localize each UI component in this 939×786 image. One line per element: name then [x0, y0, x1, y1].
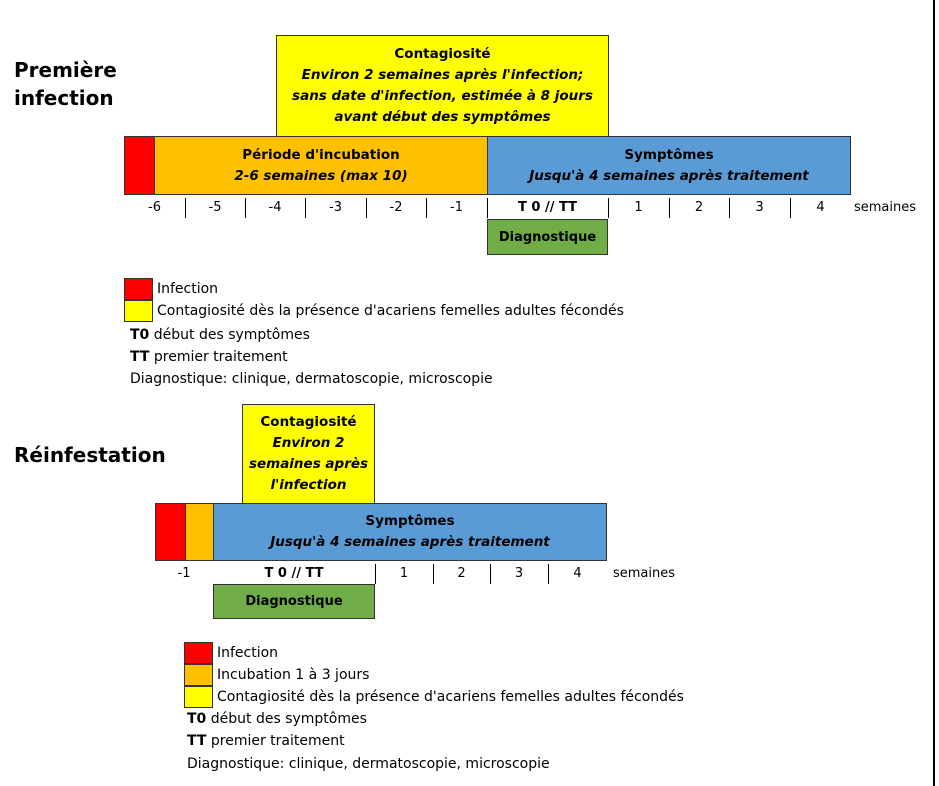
first-tick-t0: T 0 // TT	[517, 200, 578, 215]
first-incubation-title: Période d'incubation	[242, 146, 400, 163]
first-infection-title: Première infection	[14, 58, 117, 110]
second-tick: -1	[177, 566, 191, 581]
first-symptoms-title: Symptômes	[624, 146, 714, 163]
legend-swatch-orange	[184, 664, 213, 686]
second-symptoms-title: Symptômes	[365, 513, 455, 529]
second-symptoms-text: Jusqu'à 4 semaines après traitement	[270, 534, 550, 550]
legend-swatch-red	[124, 278, 153, 300]
first-tick: -1	[450, 200, 463, 215]
first-tick: -5	[208, 200, 222, 215]
second-tick: 4	[573, 566, 582, 581]
first-contagion-title: Contagiosité	[394, 46, 491, 62]
legend-note-t0: T0 début des symptômes	[187, 711, 367, 727]
first-legend	[124, 278, 644, 398]
second-tick-t0: T 0 // TT	[264, 566, 324, 581]
first-tick: 2	[694, 200, 704, 215]
first-tick: -2	[389, 200, 403, 215]
legend-text: Contagiosité dès la présence d'acariens femelles adultes fécondés	[217, 689, 684, 705]
second-unit-label: semaines	[613, 566, 676, 581]
second-tick: 2	[457, 566, 466, 581]
first-tick: -3	[329, 200, 342, 215]
first-contagion-text: Environ 2 semaines après l'infection; sans date d'infection, estimée à 8 jours avant début des symptômes	[292, 67, 593, 125]
second-incubation-bar	[185, 503, 214, 561]
legend-text: Contagiosité dès la présence d'acariens femelles adultes fécondés	[157, 303, 624, 319]
legend-note-tt: TT premier traitement	[187, 733, 345, 749]
first-symptoms-bar	[487, 136, 851, 195]
second-legend	[184, 642, 704, 782]
legend-text: Infection	[217, 645, 279, 661]
right-border-line	[933, 0, 935, 786]
first-contagion-box	[276, 35, 609, 137]
second-contagion-box	[242, 404, 375, 504]
first-tick: 4	[816, 200, 825, 215]
legend-note-t0: T0 début des symptômes	[130, 327, 310, 343]
second-contagion-text: Environ 2 semaines après l'infection	[248, 435, 369, 493]
first-tick: 1	[634, 200, 643, 215]
first-infection-bar	[124, 136, 155, 195]
legend-swatch-red	[184, 642, 213, 664]
legend-text: Infection	[157, 281, 219, 297]
first-tick: -4	[268, 200, 282, 215]
first-incubation-text: 2-6 semaines (max 10)	[234, 167, 408, 184]
reinfestation-title: Réinfestation	[14, 443, 166, 467]
first-tick: -6	[148, 200, 161, 215]
legend-note-tt: TT premier traitement	[130, 349, 288, 365]
second-tick: 1	[399, 566, 409, 581]
first-symptoms-text: Jusqu'à 4 semaines après traitement	[529, 167, 809, 184]
first-tick: 3	[755, 200, 764, 215]
second-timeline-axis	[155, 564, 607, 584]
legend-swatch-yellow	[124, 300, 153, 322]
first-diagnostic-box: Diagnostique	[487, 219, 608, 255]
legend-swatch-yellow	[184, 686, 213, 708]
legend-note-diagnostic: Diagnostique: clinique, dermatoscopie, microscopie	[187, 756, 550, 772]
first-incubation-bar	[154, 136, 488, 195]
second-diagnostic-box: Diagnostique	[213, 584, 375, 619]
second-tick: 3	[514, 566, 524, 581]
second-contagion-title: Contagiosité	[260, 414, 357, 430]
legend-text: Incubation 1 à 3 jours	[217, 667, 370, 683]
second-symptoms-bar	[213, 503, 607, 561]
first-timeline-axis	[124, 198, 851, 218]
legend-note-diagnostic: Diagnostique: clinique, dermatoscopie, microscopie	[130, 371, 493, 387]
first-unit-label: semaines	[854, 200, 917, 215]
second-infection-bar	[155, 503, 186, 561]
